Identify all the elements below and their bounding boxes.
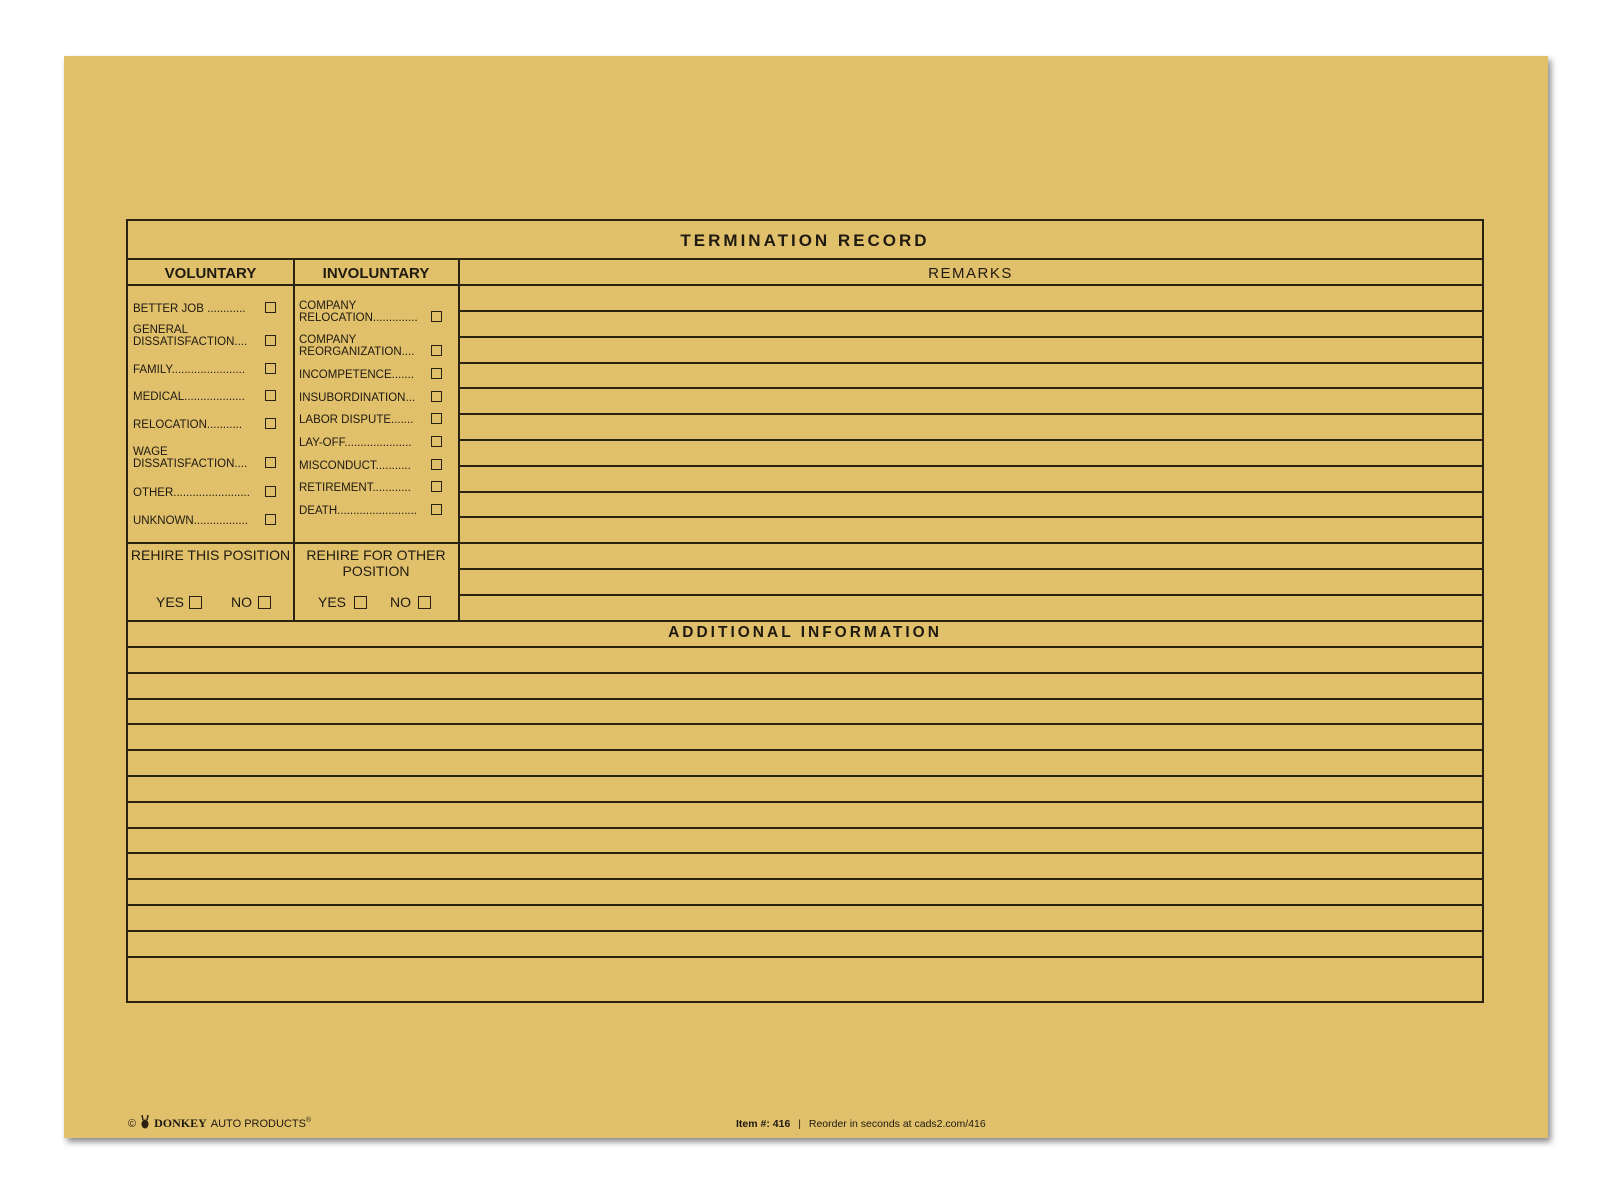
- involuntary-item-label: LABOR DISPUTE.......: [299, 414, 414, 426]
- termination-record-form: [126, 219, 1484, 1003]
- voluntary-checkbox[interactable]: [265, 514, 276, 525]
- involuntary-checkbox[interactable]: [431, 436, 442, 447]
- voluntary-checkbox[interactable]: [265, 486, 276, 497]
- involuntary-item: [299, 482, 411, 494]
- footer-reorder: [736, 1118, 986, 1130]
- rehire-other-line1: REHIRE FOR OTHER: [306, 547, 446, 563]
- involuntary-item: [299, 505, 417, 517]
- involuntary-checkbox[interactable]: [431, 481, 442, 492]
- voluntary-item: [133, 364, 245, 376]
- additional-info-ruled-line: [128, 672, 1482, 674]
- involuntary-item: [299, 369, 414, 381]
- voluntary-item: [133, 446, 247, 470]
- rehire-this-yes-checkbox[interactable]: [189, 596, 202, 609]
- rehire-other-line2: POSITION: [342, 563, 410, 579]
- involuntary-item: [299, 334, 414, 358]
- voluntary-item: [133, 487, 250, 499]
- remarks-ruled-line: [459, 465, 1482, 467]
- column-header-divider: [128, 284, 1482, 286]
- brand-suffix: AUTO PRODUCTS: [210, 1117, 306, 1130]
- remarks-ruled-line: [459, 362, 1482, 364]
- remarks-ruled-line: [459, 439, 1482, 441]
- additional-info-ruled-line: [128, 749, 1482, 751]
- involuntary-header: INVOLUNTARY: [322, 265, 430, 282]
- voluntary-item-label: WAGE: [133, 446, 168, 458]
- voluntary-item-label: RELOCATION...........: [133, 419, 243, 431]
- remarks-ruled-line: [459, 310, 1482, 312]
- voluntary-checkbox[interactable]: [265, 335, 276, 346]
- additional-info-ruled-line: [128, 878, 1482, 880]
- involuntary-checkbox[interactable]: [431, 413, 442, 424]
- additional-info-ruled-line: [128, 801, 1482, 803]
- involuntary-checkbox[interactable]: [431, 311, 442, 322]
- additional-info-ruled-line: [128, 827, 1482, 829]
- involuntary-item-label: COMPANY: [299, 334, 357, 346]
- involuntary-item-label: RETIREMENT............: [299, 482, 411, 494]
- remarks-ruled-line: [459, 568, 1482, 570]
- voluntary-item-label: FAMILY.......................: [133, 364, 246, 376]
- additional-info-ruled-line: [128, 904, 1482, 906]
- brand-name: DONKEY: [154, 1116, 207, 1130]
- involuntary-item-label: INCOMPETENCE.......: [299, 369, 415, 381]
- remarks-ruled-line: [459, 594, 1482, 596]
- voluntary-checkbox[interactable]: [265, 418, 276, 429]
- involuntary-item: [299, 414, 413, 426]
- involuntary-item-label: INSUBORDINATION...: [299, 392, 416, 404]
- remarks-ruled-line: [459, 516, 1482, 518]
- additional-info-ruled-line: [128, 930, 1482, 932]
- involuntary-item-label: LAY-OFF.....................: [299, 437, 412, 449]
- title-divider: [128, 258, 1482, 260]
- reorder-text: Reorder in seconds at cads2.com/416: [808, 1118, 986, 1130]
- remarks-header: REMARKS: [928, 265, 1013, 282]
- involuntary-checkbox[interactable]: [431, 391, 442, 402]
- remarks-ruled-line: [459, 542, 1482, 544]
- involuntary-item: [299, 437, 411, 449]
- termination-record-card: [64, 56, 1548, 1138]
- involuntary-item-label: MISCONDUCT...........: [299, 460, 411, 472]
- rehire-this-no-label: NO: [231, 594, 252, 610]
- voluntary-header: VOLUNTARY: [164, 265, 257, 282]
- remarks-ruled-line: [459, 336, 1482, 338]
- voluntary-column-divider: [293, 258, 295, 620]
- item-number: Item #: 416: [736, 1118, 791, 1130]
- rehire-other-yes-checkbox[interactable]: [354, 596, 367, 609]
- voluntary-item-label: BETTER JOB ............: [133, 303, 246, 315]
- rehire-other-yes-label: YES: [318, 594, 347, 610]
- additional-info-ruled-line: [128, 852, 1482, 854]
- voluntary-item: [133, 419, 242, 431]
- voluntary-item-label-line2: DISSATISFACTION....: [133, 458, 248, 470]
- involuntary-item: [299, 300, 418, 324]
- voluntary-checkbox[interactable]: [265, 390, 276, 401]
- copyright-symbol: ©: [128, 1117, 137, 1130]
- rehire-this-no-checkbox[interactable]: [258, 596, 271, 609]
- involuntary-item-label-line2: REORGANIZATION....: [299, 346, 415, 358]
- additional-info-ruled-line: [128, 956, 1482, 958]
- involuntary-item: [299, 460, 411, 472]
- trademark-symbol: ®: [305, 1117, 312, 1124]
- voluntary-item: [133, 303, 245, 315]
- voluntary-item-label: OTHER........................: [133, 487, 250, 499]
- additional-info-ruled-line: [128, 775, 1482, 777]
- voluntary-item-label: GENERAL: [133, 324, 188, 336]
- form-title: TERMINATION RECORD: [680, 231, 930, 250]
- rehire-for-other-position-label: [294, 547, 458, 579]
- voluntary-item-label-line2: DISSATISFACTION....: [133, 336, 248, 348]
- rehire-this-position-label: REHIRE THIS POSITION: [130, 547, 291, 563]
- involuntary-checkbox[interactable]: [431, 345, 442, 356]
- voluntary-item-label: MEDICAL...................: [133, 391, 245, 403]
- involuntary-item: [299, 392, 415, 404]
- additional-info-ruled-line: [128, 723, 1482, 725]
- involuntary-item-label: COMPANY: [299, 300, 357, 312]
- additional-information-header: ADDITIONAL INFORMATION: [668, 624, 942, 641]
- footer-separator: |: [798, 1118, 801, 1130]
- remarks-ruled-line: [459, 413, 1482, 415]
- voluntary-item: [133, 324, 247, 348]
- additional-info-ruled-line: [128, 698, 1482, 700]
- involuntary-item-label-line2: RELOCATION..............: [299, 312, 418, 324]
- involuntary-item-label: DEATH.........................: [299, 505, 417, 517]
- additional-info-divider: [128, 620, 1482, 622]
- rehire-this-yes-label: YES: [156, 594, 185, 610]
- involuntary-checkbox[interactable]: [431, 368, 442, 379]
- remarks-ruled-line: [459, 491, 1482, 493]
- rehire-other-no-checkbox[interactable]: [418, 596, 431, 609]
- footer-brand: [128, 1115, 311, 1132]
- involuntary-checkbox[interactable]: [431, 504, 442, 515]
- voluntary-checkbox[interactable]: [265, 363, 276, 374]
- voluntary-checkbox[interactable]: [265, 457, 276, 468]
- remarks-ruled-line: [459, 387, 1482, 389]
- donkey-logo-icon: [140, 1115, 150, 1132]
- voluntary-item: [133, 515, 248, 527]
- voluntary-checkbox[interactable]: [265, 302, 276, 313]
- rehire-other-no-label: NO: [390, 594, 411, 610]
- involuntary-checkbox[interactable]: [431, 459, 442, 470]
- voluntary-item: [133, 391, 245, 403]
- additional-info-header-divider: [128, 646, 1482, 648]
- voluntary-item-label: UNKNOWN.................: [133, 515, 249, 527]
